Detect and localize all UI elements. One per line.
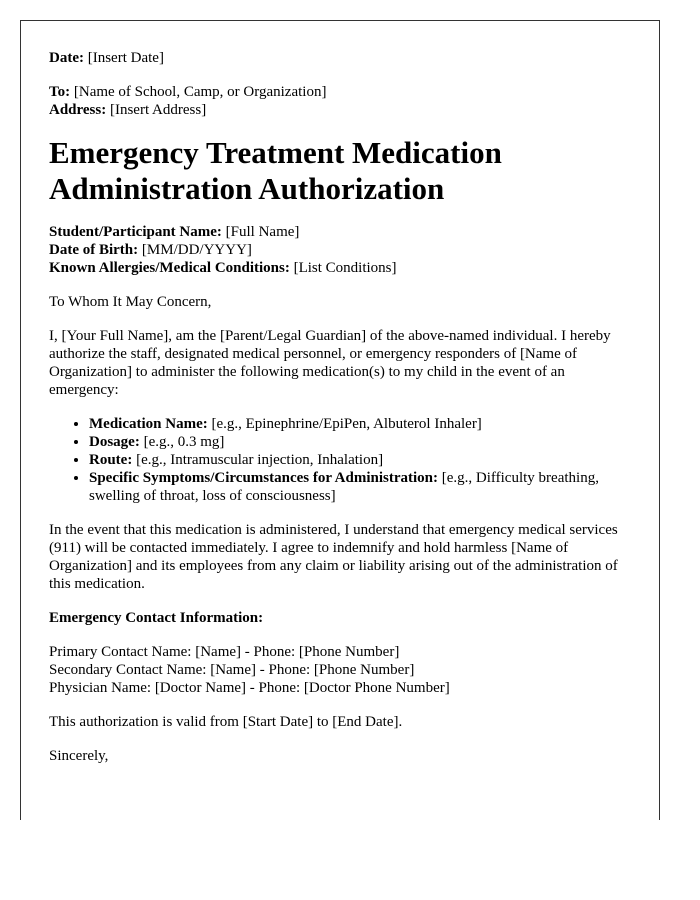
- to-line: [49, 83, 631, 101]
- dob-line: [49, 241, 631, 259]
- medication-name-label: Medication Name:: [89, 416, 208, 432]
- list-item: [89, 433, 631, 451]
- contacts-block: [49, 643, 631, 697]
- contacts-heading: [49, 609, 631, 627]
- address-value: [Insert Address]: [109, 102, 207, 118]
- salutation: To Whom It May Concern,: [49, 294, 212, 310]
- date-value: [Insert Date]: [87, 50, 164, 66]
- symptoms-label: Specific Symptoms/Circumstances for Administration:: [89, 470, 439, 486]
- contacts-heading-text: Emergency Contact Information:: [49, 610, 264, 626]
- date-label: Date:: [49, 50, 84, 66]
- student-info-block: [49, 223, 631, 277]
- symptoms-value: [e.g., Difficulty breathing, swelling of throat, loss of consciousness]: [89, 470, 599, 504]
- secondary-contact-line: Secondary Contact Name: [Name] - Phone: [Phone Number]: [49, 662, 415, 678]
- recipient-block: [49, 83, 631, 119]
- address-line: [49, 101, 631, 119]
- to-label: To:: [49, 84, 71, 100]
- to-value: [Name of School, Camp, or Organization]: [73, 84, 327, 100]
- allergies-line: [49, 259, 631, 277]
- medication-list: [49, 415, 631, 505]
- student-name-value: [Full Name]: [225, 224, 300, 240]
- date-line: [49, 49, 631, 67]
- intro-paragraph: I, [Your Full Name], am the [Parent/Legal Guardian] of the above-named individual. I hereby authorize the staff, designated medical personnel, or emergency responders of [Name of Organization] to administer the following medication(s) to my child in the event of an emergency:: [49, 328, 611, 398]
- primary-contact-line: Primary Contact Name: [Name] - Phone: [Phone Number]: [49, 644, 400, 660]
- list-item: [89, 469, 631, 505]
- letter-page: [20, 20, 660, 820]
- dob-label: Date of Birth:: [49, 242, 139, 258]
- validity-line: This authorization is valid from [Start Date] to [End Date].: [49, 714, 403, 730]
- route-value: [e.g., Intramuscular injection, Inhalation]: [136, 452, 384, 468]
- document-title: Emergency Treatment Medication Administration Authorization: [49, 135, 502, 206]
- address-label: Address:: [49, 102, 107, 118]
- list-item: [89, 451, 631, 469]
- allergies-label: Known Allergies/Medical Conditions:: [49, 260, 290, 276]
- dob-value: [MM/DD/YYYY]: [141, 242, 252, 258]
- allergies-value: [List Conditions]: [293, 260, 397, 276]
- list-item: [89, 415, 631, 433]
- dosage-label: Dosage:: [89, 434, 140, 450]
- medication-name-value: [e.g., Epinephrine/EpiPen, Albuterol Inhaler]: [211, 416, 482, 432]
- route-label: Route:: [89, 452, 133, 468]
- indemnity-paragraph: In the event that this medication is administered, I understand that emergency medical services (911) will be contacted immediately. I agree to indemnify and hold harmless [Name of Organization] and its employees from any claim or liability arising out of the administration of this medication.: [49, 522, 618, 592]
- student-name-label: Student/Participant Name:: [49, 224, 222, 240]
- closing: Sincerely,: [49, 748, 109, 764]
- physician-contact-line: Physician Name: [Doctor Name] - Phone: [Doctor Phone Number]: [49, 680, 450, 696]
- dosage-value: [e.g., 0.3 mg]: [143, 434, 225, 450]
- student-name-line: [49, 223, 631, 241]
